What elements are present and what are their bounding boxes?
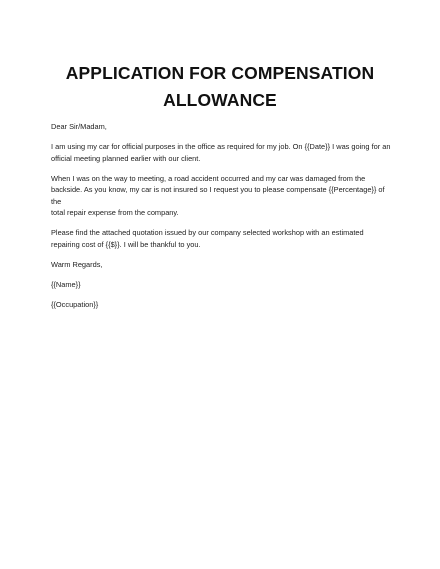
salutation-text: Dear Sir/Madam, bbox=[51, 122, 107, 131]
paragraph-2 bbox=[51, 173, 396, 219]
paragraph-2-line-1: When I was on the way to meeting, a road accident occurred and my car was damaged from the bbox=[51, 173, 366, 183]
closing bbox=[51, 259, 396, 271]
paragraph-2-line-2: backside. As you know, my car is not insured so I request you to please compensate {{Percentage}} of the bbox=[51, 185, 385, 206]
letter-body bbox=[51, 121, 396, 319]
paragraph-1 bbox=[51, 141, 396, 164]
salutation bbox=[51, 121, 396, 133]
paragraph-1-line-1: I am using my car for official purposes in the office as required for my job. On {{Date}} I was going for an bbox=[51, 142, 391, 152]
paragraph-3 bbox=[51, 227, 396, 250]
document-title bbox=[40, 60, 400, 114]
paragraph-1-line-2: official meeting planned earlier with our client. bbox=[51, 153, 201, 163]
signature-name bbox=[51, 279, 396, 291]
paragraph-3-line-1: Please find the attached quotation issued by our company selected workshop with an estimated bbox=[51, 228, 364, 238]
paragraph-3-line-2: repairing cost of {{$}}. I will be thankful to you. bbox=[51, 239, 201, 249]
title-line-2: ALLOWANCE bbox=[163, 90, 277, 110]
signature-occupation bbox=[51, 299, 396, 311]
title-line-1: APPLICATION FOR COMPENSATION bbox=[65, 63, 375, 83]
closing-text: Warm Regards, bbox=[51, 259, 103, 269]
occupation-placeholder: {{Occupation}} bbox=[51, 300, 99, 310]
name-placeholder: {{Name}} bbox=[51, 279, 81, 289]
paragraph-2-line-3: total repair expense from the company. bbox=[51, 208, 179, 218]
